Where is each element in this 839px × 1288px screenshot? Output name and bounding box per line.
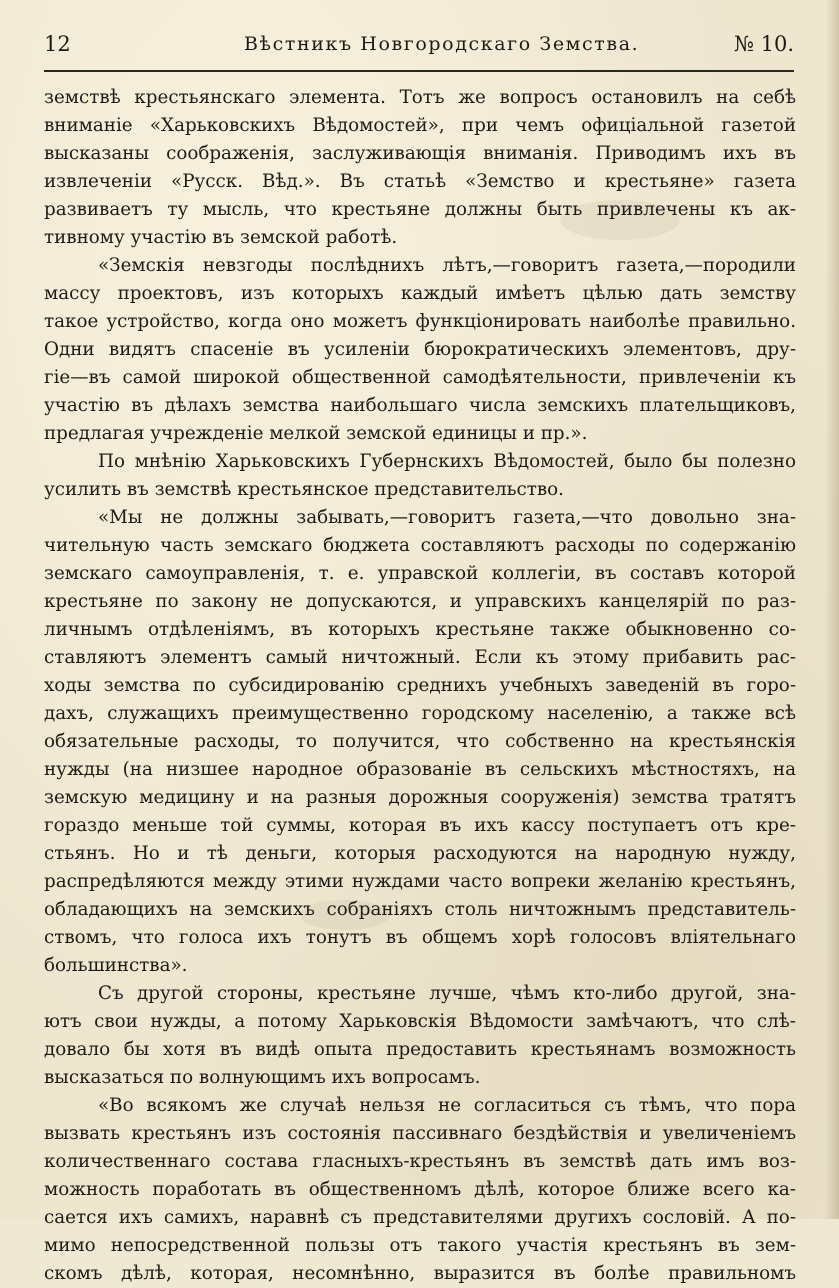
text-line: дахъ, служащихъ преимущественно городскому населенію, а также всѣ: [44, 703, 796, 724]
text-line: вниманіе «Харьковскихъ Вѣдомостей», при чемъ офиціальной газетой: [44, 115, 796, 136]
text-line: ствомъ, что голоса ихъ тонутъ въ общемъ хорѣ голосовъ вліятельнаго: [44, 927, 796, 948]
journal-title: Вѣстникъ Новгородскаго Земства.: [244, 33, 640, 55]
text-line: крестьяне по закону не допускаются, и управскихъ канцелярій по раз-: [44, 591, 796, 612]
page-header: [44, 30, 794, 60]
text-line: усилить въ земствѣ крестьянское представительство.: [44, 479, 564, 500]
text-line: такое устройство, когда оно можетъ функціонировать наиболѣе правильно.: [44, 311, 796, 332]
text-line: развиваетъ ту мысль, что крестьяне должны быть привлечены къ ак-: [44, 199, 796, 220]
text-line: личнымъ отдѣленіямъ, въ которыхъ крестьяне также обыкновенно со-: [44, 619, 796, 640]
text-line: чительную часть земскаго бюджета составляютъ расходы по содержанію: [44, 535, 796, 556]
text-line: По мнѣнію Харьковскихъ Губернскихъ Вѣдомостей, было бы полезно: [98, 451, 796, 472]
text-line: довало бы хотя въ видѣ опыта предоставить крестьянамъ возможность: [44, 1039, 796, 1060]
text-line: скомъ дѣлѣ, которая, несомнѣнно, выразится въ болѣе правильномъ: [44, 1263, 796, 1284]
text-line: тивному участію въ земской работѣ.: [44, 227, 398, 248]
text-line: вызвать крестьянъ изъ состоянія пассивнаго бездѣйствія и увеличеніемъ: [44, 1123, 796, 1144]
issue-number: № 10.: [734, 32, 794, 56]
text-line: гіе—въ самой широкой общественной самодѣятельности, привлеченіи къ: [44, 367, 796, 388]
text-line: высказаться по волнующимъ ихъ вопросамъ.: [44, 1067, 481, 1088]
text-line: Одни видятъ спасеніе въ усиленіи бюрократическихъ элементовъ, дру-: [44, 339, 796, 360]
text-line: «Земскія невзгоды послѣднихъ лѣтъ,—говоритъ газета,—породили: [98, 255, 796, 276]
text-line: нужды (на низшее народное образованіе въ сельскихъ мѣстностяхъ, на: [44, 759, 796, 780]
text-line: ходы земства по субсидированію среднихъ учебныхъ заведеній въ горо-: [44, 675, 796, 696]
text-line: большинства».: [44, 955, 188, 976]
text-line: мимо непосредственной пользы отъ такого участія крестьянъ въ зем-: [44, 1235, 796, 1256]
text-line: участію въ дѣлахъ земства наибольшаго числа земскихъ плательщиковъ,: [44, 395, 796, 416]
text-line: земствѣ крестьянскаго элемента. Тотъ же вопросъ остановилъ на себѣ: [44, 87, 796, 108]
text-line: ставляютъ элементъ самый ничтожный. Если къ этому прибавить рас-: [44, 647, 796, 668]
text-line: земскую медицину и на разныя дорожныя сооруженія) земства тратятъ: [44, 787, 796, 808]
text-line: массу проектовъ, изъ которыхъ каждый имѣетъ цѣлью дать земству: [44, 283, 796, 304]
text-line: «Мы не должны забывать,—говоритъ газета,—что довольно зна-: [98, 507, 796, 528]
text-line: высказаны соображенія, заслуживающія вниманія. Приводимъ ихъ въ: [44, 143, 796, 164]
text-line: извлеченіи «Русск. Вѣд.». Въ статьѣ «Земство и крестьяне» газета: [44, 171, 796, 192]
text-line: стьянъ. Но и тѣ деньги, которыя расходуются на народную нужду,: [44, 843, 796, 864]
text-line: «Во всякомъ же случаѣ нельзя не согласиться съ тѣмъ, что пора: [98, 1095, 796, 1116]
page-number: 12: [44, 32, 71, 56]
text-line: гораздо меньше той суммы, которая въ ихъ кассу поступаетъ отъ кре-: [44, 815, 796, 836]
header-rule: [44, 70, 794, 72]
page-edge-shadow: [825, 0, 839, 1219]
text-line: сается ихъ самихъ, наравнѣ съ представителями другихъ сословій. А по-: [44, 1207, 796, 1228]
text-line: распредѣляются между этими нуждами часто вопреки желанію крестьянъ,: [44, 871, 796, 892]
text-line: обязательные расходы, то получится, что собственно на крестьянскія: [44, 731, 796, 752]
text-line: можность поработать въ общественномъ дѣлѣ, которое ближе всего ка-: [44, 1179, 796, 1200]
text-line: обладающихъ на земскихъ собраніяхъ столь ничтожнымъ представитель-: [44, 899, 796, 920]
text-line: Съ другой стороны, крестьяне лучше, чѣмъ кто-либо другой, зна-: [98, 983, 796, 1004]
text-line: земскаго самоуправленія, т. е. управской коллегіи, въ составъ которой: [44, 563, 796, 584]
text-line: количественнаго состава гласныхъ-крестьянъ въ земствѣ дать имъ воз-: [44, 1151, 796, 1172]
text-line: ютъ свои нужды, а потому Харьковскія Вѣдомости замѣчаютъ, что слѣ-: [44, 1011, 796, 1032]
text-line: предлагая учрежденіе мелкой земской единицы и пр.».: [44, 423, 588, 444]
article-body: [44, 84, 796, 1288]
